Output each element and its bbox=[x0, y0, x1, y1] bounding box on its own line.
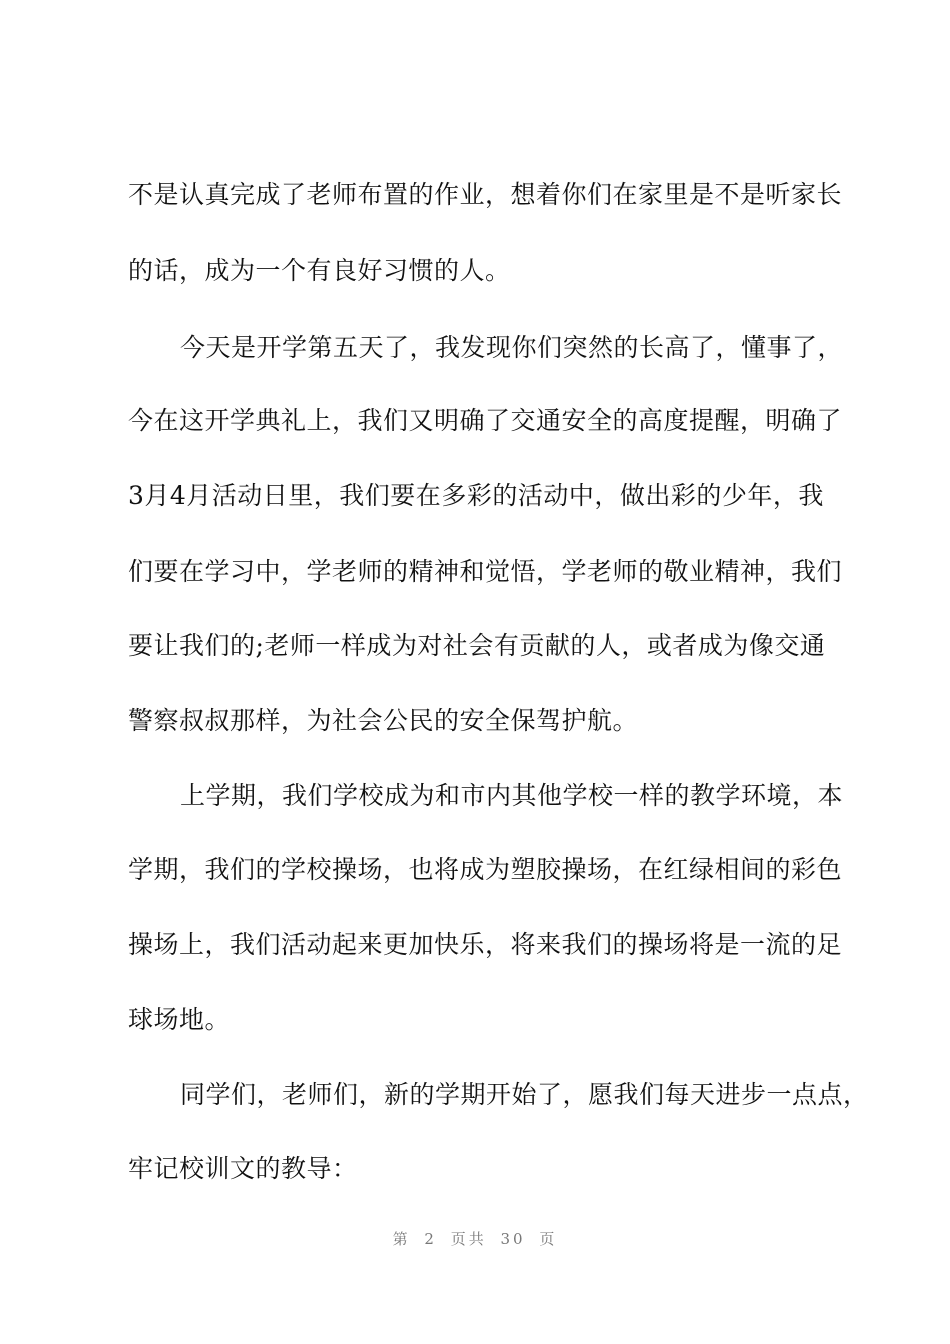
text-line: 今在这开学典礼上，我们又明确了交通安全的高度提醒，明确了 bbox=[128, 406, 843, 435]
paragraph-start: 同学们，老师们，新的学期开始了，愿我们每天进步一点点， bbox=[180, 1080, 869, 1109]
text-line: 操场上，我们活动起来更加快乐，将来我们的操场将是一流的足 bbox=[128, 930, 843, 959]
paragraph-start: 今天是开学第五天了，我发现你们突然的长高了，懂事了， bbox=[180, 333, 844, 362]
text-line: 们要在学习中，学老师的精神和觉悟，学老师的敬业精神，我们 bbox=[128, 557, 843, 586]
text-line: 要让我们的;老师一样成为对社会有贡献的人，或者成为像交通 bbox=[128, 631, 826, 660]
text-line: 牢记校训文的教导： bbox=[128, 1154, 358, 1183]
text-line: 的话，成为一个有良好习惯的人。 bbox=[128, 256, 511, 285]
text-line: 球场地。 bbox=[128, 1005, 231, 1034]
paragraph-start: 上学期，我们学校成为和市内其他学校一样的教学环境，本 bbox=[180, 781, 844, 810]
text-line: 警察叔叔那样，为社会公民的安全保驾护航。 bbox=[128, 706, 639, 735]
text-line: 不是认真完成了老师布置的作业，想着你们在家里是不是听家长 bbox=[128, 180, 843, 209]
text-line: 学期，我们的学校操场，也将成为塑胶操场，在红绿相间的彩色 bbox=[128, 855, 843, 884]
text-line: 3月4月活动日里，我们要在多彩的活动中，做出彩的少年，我 bbox=[128, 481, 824, 510]
page-number-footer: 第 2 页共 30 页 bbox=[392, 1230, 558, 1248]
